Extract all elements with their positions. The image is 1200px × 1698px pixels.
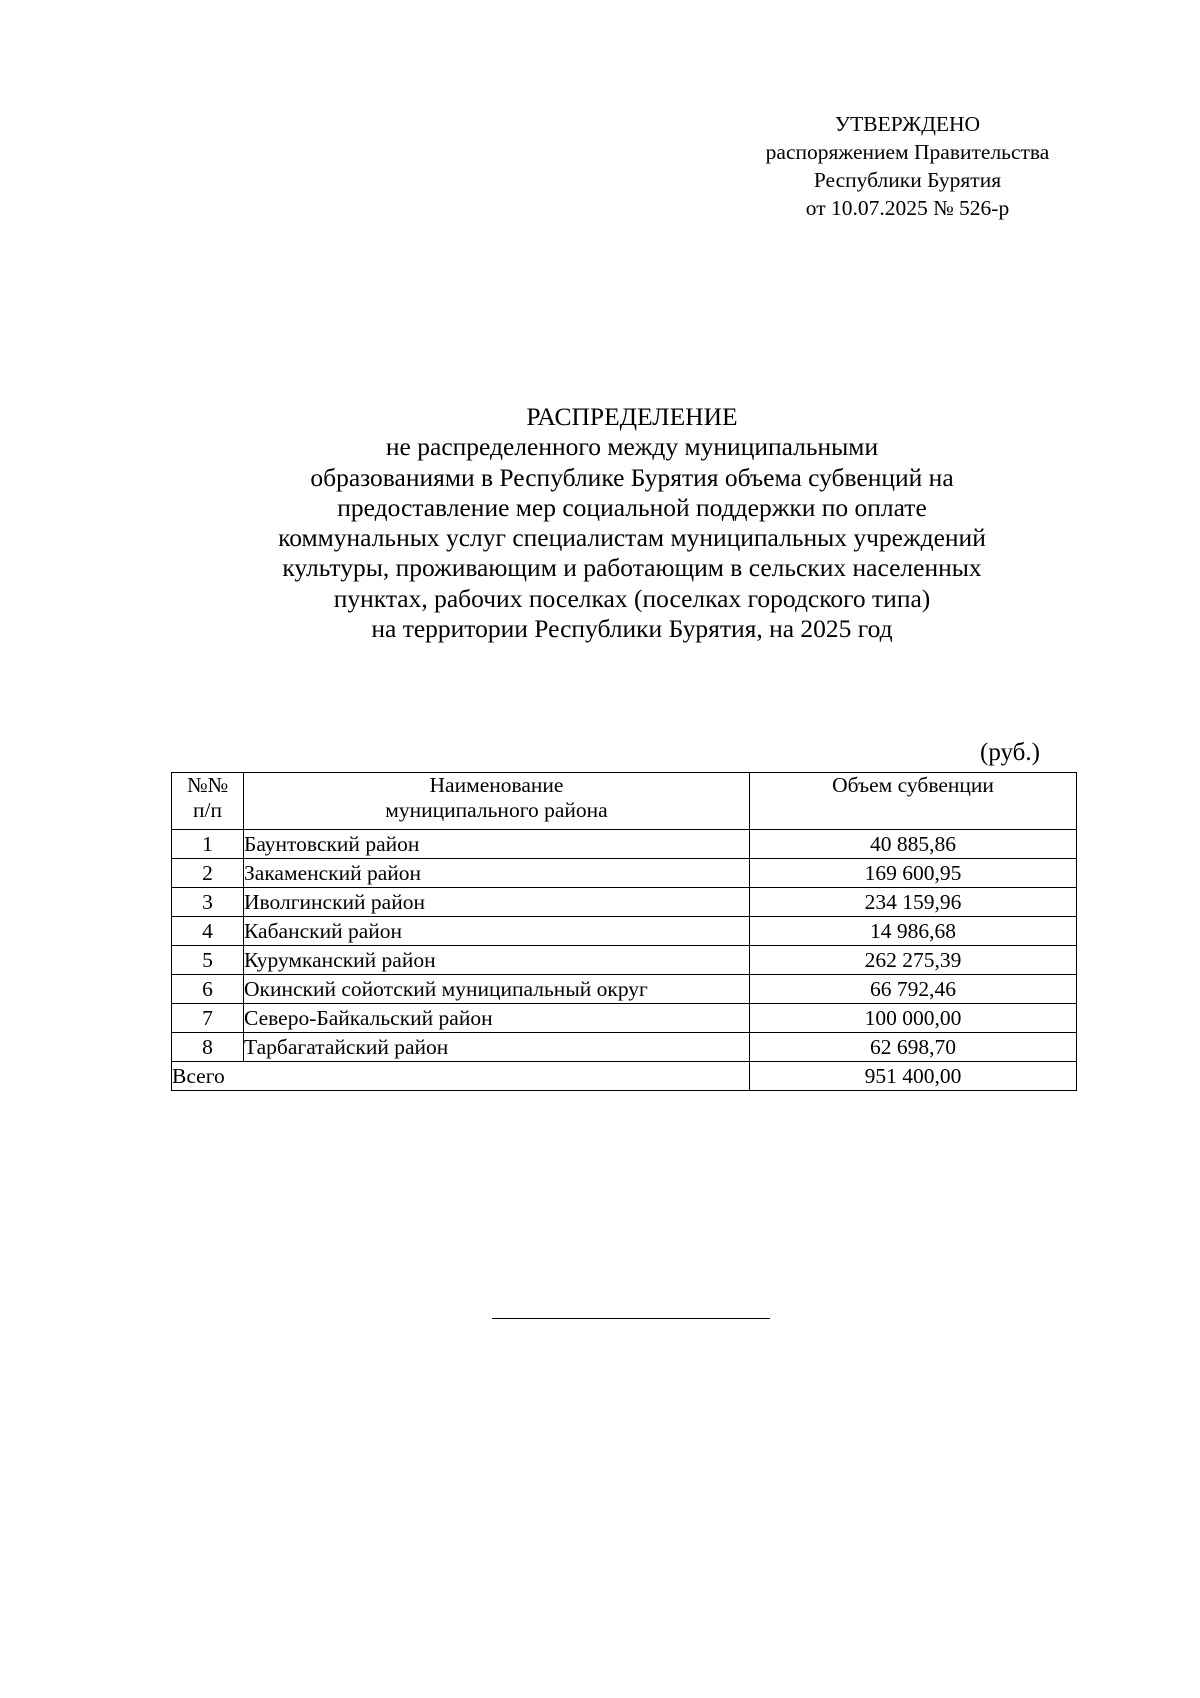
row-number: 4	[172, 917, 244, 946]
units-label: (руб.)	[980, 739, 1040, 766]
subvention-amount: 14 986,68	[750, 917, 1077, 946]
district-name: Баунтовский район	[244, 830, 750, 859]
table-row	[172, 1004, 1077, 1033]
header-district-name	[244, 773, 750, 830]
header-name-line1: Наименование	[429, 773, 564, 797]
row-number: 7	[172, 1004, 244, 1033]
district-name: Закаменский район	[244, 859, 750, 888]
row-number: 5	[172, 946, 244, 975]
header-number-line2: п/п	[193, 798, 222, 822]
subvention-amount: 100 000,00	[750, 1004, 1077, 1033]
title-line: культуры, проживающим и работающим в сельских населенных	[282, 553, 982, 583]
row-number: 2	[172, 859, 244, 888]
approval-title: УТВЕРЖДЕНО	[834, 112, 981, 136]
table-row	[172, 888, 1077, 917]
distribution-table	[171, 772, 1077, 1091]
title-line: не распределенного между муниципальными	[385, 432, 879, 462]
table-row	[172, 859, 1077, 888]
title-heading: РАСПРЕДЕЛЕНИЕ	[526, 402, 738, 431]
header-number	[172, 773, 244, 830]
header-name-line2: муниципального района	[385, 798, 608, 822]
row-number: 8	[172, 1033, 244, 1062]
header-number-line1: №№	[186, 773, 229, 797]
approval-date-number: от 10.07.2025 № 526-р	[805, 196, 1010, 220]
table-row	[172, 1033, 1077, 1062]
title-line: коммунальных услуг специалистам муниципальных учреждений	[278, 523, 986, 553]
district-name: Иволгинский район	[244, 888, 750, 917]
district-name: Кабанский район	[244, 917, 750, 946]
header-subvention-amount: Объем субвенции	[750, 773, 1077, 830]
table-row	[172, 917, 1077, 946]
table-row	[172, 946, 1077, 975]
subvention-amount: 234 159,96	[750, 888, 1077, 917]
district-name: Тарбагатайский район	[244, 1033, 750, 1062]
approval-republic: Республики Бурятия	[813, 168, 1002, 192]
total-label: Всего	[172, 1062, 750, 1091]
title-line: на территории Республики Бурятия, на 2025 год	[371, 614, 893, 644]
table-row	[172, 975, 1077, 1004]
subvention-amount: 62 698,70	[750, 1033, 1077, 1062]
table-header-row	[172, 773, 1077, 830]
table-total-row	[172, 1062, 1077, 1091]
row-number: 1	[172, 830, 244, 859]
subvention-amount: 40 885,86	[750, 830, 1077, 859]
district-name: Окинский сойотский муниципальный округ	[244, 975, 750, 1004]
total-amount: 951 400,00	[750, 1062, 1077, 1091]
document-title	[150, 402, 1114, 644]
subvention-amount: 66 792,46	[750, 975, 1077, 1004]
approval-authority: распоряжением Правительства	[765, 140, 1050, 164]
approval-block	[720, 110, 1095, 222]
closing-divider-line	[492, 1318, 770, 1319]
row-number: 6	[172, 975, 244, 1004]
district-name: Курумканский район	[244, 946, 750, 975]
title-line: образованиями в Республике Бурятия объема субвенций на	[310, 462, 954, 492]
district-name: Северо-Байкальский район	[244, 1004, 750, 1033]
subvention-amount: 169 600,95	[750, 859, 1077, 888]
row-number: 3	[172, 888, 244, 917]
table-row	[172, 830, 1077, 859]
subvention-amount: 262 275,39	[750, 946, 1077, 975]
title-line: предоставление мер социальной поддержки по оплате	[337, 492, 927, 522]
title-line: пунктах, рабочих поселках (поселках городского типа)	[333, 583, 931, 613]
